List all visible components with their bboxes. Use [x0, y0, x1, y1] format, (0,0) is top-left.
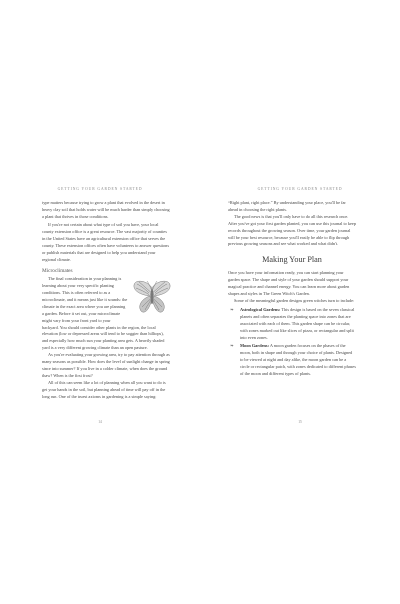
right-page-number: 15: [298, 420, 302, 424]
right-body-text: [228, 200, 356, 380]
microclimates-paragraph-2: As you're evaluating your growing area, try to pay attention through as many seasons as possible. How does the level of sunlight change in spring since into summer? If you live in a colder climate, when does the ground thaw? When is the first frost?: [42, 352, 170, 378]
list-item-term: Moon Gardens:: [240, 343, 270, 349]
right-paragraph-2: The good news is that you'll only have to do all this research once. After you've got your first garden planted, you can use this journal to keep records throughout the growing season. Over time, your garden journal will be your best resource, because you'll easily be able to flip through previous growing seasons and see what worked and what didn't.: [228, 213, 356, 247]
list-item-text: This design is based on the seven classical planets and often separates the planting space into zones that are associated with each of them. This garden shape can be circular, with zones marked out like slices of pizza, or rectangular and split into even zones.: [240, 306, 355, 340]
making-your-plan-paragraph: Once you have your information ready, you can start planning your garden space. The shape and style of your garden should support your magical practice and channel energy. You can learn more about garden shapes and styles in The Green Witch's Garden.: [228, 270, 350, 297]
right-page: [200, 0, 400, 604]
microclimates-heading: Microclimates: [42, 267, 73, 274]
list-item: [230, 343, 356, 378]
garden-design-list: [228, 307, 356, 378]
microclimates-paragraph-1: The final consideration in your planning is learning about your very specific planting conditions. This is often referred to as a microclimate, and it means just like it sounds: the climate in the exact area where you are planning a garden. Before it set out, your microclimate might vary from your front yard to your backyard. You should consider other plants in the region, the local elevation (low or depressed areas will tend to be soggier than hilltops), and especially how much sun your planting area gets. A heavily shaded yard is a very different growing climate than an open pasture.: [42, 276, 170, 352]
fleuron-bullet-icon: ❧: [230, 343, 234, 349]
microclimates-paragraph-3: All of this can seem like a lot of planning when all you want to do is get your hands in the soil, but planning ahead of time will pay off in the long run. One of the truest axioms in gardening is a simple saying:: [42, 379, 166, 399]
left-body-text: [42, 200, 170, 400]
list-item: [230, 306, 356, 342]
making-your-plan-paragraph-2: Some of the meaningful garden designs green witches turn to include:: [234, 297, 355, 303]
butterfly-icon: [132, 278, 172, 316]
left-opening-paragraph: type matters because trying to grow a plant that evolved in the desert in heavy clay soil that holds water will be much harder than simply choosing a plant that thrives in those conditions.: [42, 200, 170, 219]
fleuron-bullet-icon: ❧: [230, 306, 234, 312]
right-opening-paragraph: “Right plant, right place.” By understanding your place, you'll be far ahead in choosing the right plants.: [228, 200, 346, 212]
left-running-head: GETTING YOUR GARDEN STARTED: [57, 187, 143, 191]
left-paragraph-extension: If you're not certain about what type of soil you have, your local county extension office is a great resource. The vast majority of counties in the United States have an agricultural extension office that serves the county. These extension offices often have volunteers to answer questions or publish materials that are designed to help you understand your regional climate.: [42, 222, 170, 262]
right-running-head: GETTING YOUR GARDEN STARTED: [257, 187, 343, 191]
making-your-plan-heading: Making Your Plan: [262, 255, 322, 265]
left-page-number: 14: [98, 420, 102, 424]
list-item-text: A moon garden focuses on the phases of the moon, both in shape and through your choice of plants. Designed to be viewed at night and day alike, the moon garden can be a circle or rectangular patch, with zones dedicated to different phases of the moon and different types of plants.: [240, 343, 356, 377]
list-item-term: Astrological Gardens:: [240, 306, 281, 312]
